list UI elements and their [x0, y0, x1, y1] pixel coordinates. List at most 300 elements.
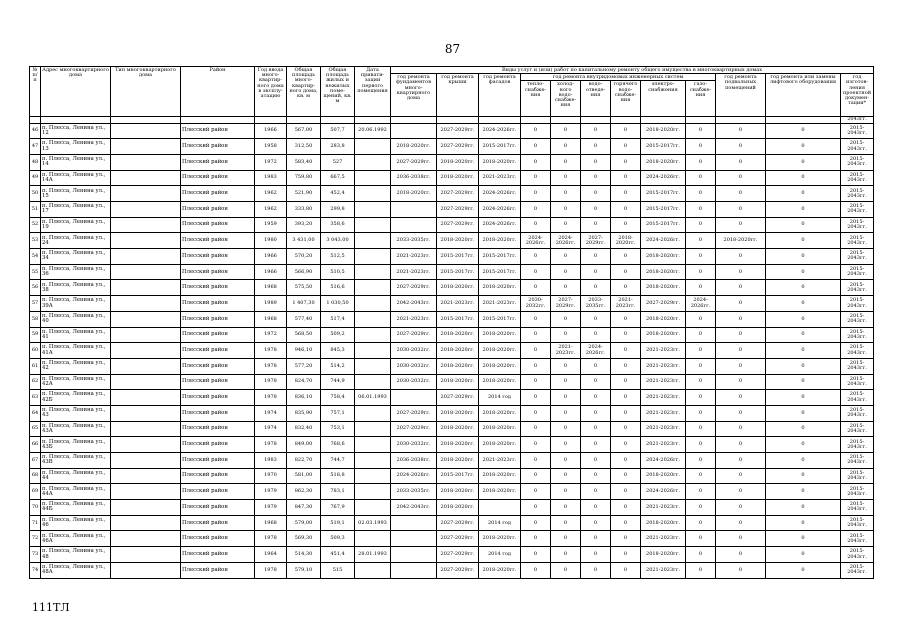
cell-living-area: 758,4 [321, 390, 355, 406]
cell-heat: 0 [521, 390, 551, 406]
header-engineering-group: год ремонта внутридомовых инженерных систем [521, 74, 716, 81]
cell-gas: 0 [686, 515, 716, 531]
cell-sewer: 2024-2026гг. [581, 343, 611, 359]
cell-heat: 0 [521, 437, 551, 453]
cell-electric: 2018-2020гг. [641, 547, 686, 563]
cell-house-type [111, 562, 181, 578]
cell-year: 1978 [255, 343, 287, 359]
cell-privatization-date: 02.03.1993 [355, 515, 391, 531]
cell-privatization-date [355, 531, 391, 547]
cell-total-area: 566,90 [287, 264, 321, 280]
cell-cold-water: 0 [551, 547, 581, 563]
cell-foundation: 2021-2023гг. [391, 264, 437, 280]
cell-roof: 2027-2029гг. [437, 202, 479, 218]
cell-row-num: 66 [30, 437, 41, 453]
cell-living-area: 509,2 [321, 327, 355, 343]
cell-row-num: 73 [30, 547, 41, 563]
table-row [30, 233, 874, 249]
cell-privatization-date [355, 264, 391, 280]
cell-elevator: 0 [766, 280, 841, 296]
cell-hot-water: 0 [611, 515, 641, 531]
cell-foundation: 2036-2038гг. [391, 453, 437, 469]
cell-basement: 0 [716, 562, 766, 578]
cell-cold-water: 0 [551, 484, 581, 500]
cell-privatization-date [355, 374, 391, 390]
cell-heat: 0 [521, 249, 551, 265]
cell-year: 1972 [255, 154, 287, 170]
cell-elevator: 0 [766, 358, 841, 374]
cell-row-num: 51 [30, 202, 41, 218]
cell-address: п. Плесса, Ленина ул., 44 [41, 468, 111, 484]
cell-district: Плесский район [181, 453, 255, 469]
cell-roof: 2027-2029гг. [437, 562, 479, 578]
cell-sewer: 0 [581, 374, 611, 390]
cell-electric: 2021-2023гг. [641, 390, 686, 406]
cell-elevator: 0 [766, 453, 841, 469]
cell-electric: 2024-2026гг. [641, 484, 686, 500]
header-project-doc: год изготов-ления проектной докумен-тации* [841, 74, 874, 117]
cell-address: п. Плесса, Ленина ул., 43В [41, 453, 111, 469]
cell-district: Плесский район [181, 249, 255, 265]
cell-privatization-date: 06.01.1993 [355, 390, 391, 406]
cell-heat: 0 [521, 500, 551, 516]
cell-project-doc: 2015-2043гг. [841, 280, 874, 296]
cell-hot-water: 0 [611, 468, 641, 484]
table-row [30, 358, 874, 374]
cell-elevator: 0 [766, 139, 841, 155]
cell-gas: 0 [686, 453, 716, 469]
cell-basement: 0 [716, 139, 766, 155]
cell-cold-water: 0 [551, 421, 581, 437]
cell-privatization-date [355, 311, 391, 327]
cell-basement: 0 [716, 154, 766, 170]
cell-hot-water: 0 [611, 405, 641, 421]
cell-sewer: 0 [581, 500, 611, 516]
cell-row-num: 58 [30, 311, 41, 327]
cell-elevator: 0 [766, 484, 841, 500]
cell-gas: 0 [686, 264, 716, 280]
cell-sewer: 0 [581, 139, 611, 155]
cell-foundation [391, 123, 437, 139]
cell-district: Плесский район [181, 170, 255, 186]
cell-electric: 2021-2023гг. [641, 531, 686, 547]
cell-elevator: 0 [766, 170, 841, 186]
cell-living-area: 757,1 [321, 405, 355, 421]
cell-year: 1978 [255, 437, 287, 453]
cell-address: п. Плесса, Ленина ул., 14 [41, 154, 111, 170]
cell-house-type [111, 484, 181, 500]
cell-electric: 2021-2023гг. [641, 405, 686, 421]
cell-foundation [391, 515, 437, 531]
cell-hot-water: 0 [611, 264, 641, 280]
cell-gas: 0 [686, 562, 716, 578]
cell-electric: 2015-2017гг. [641, 202, 686, 218]
cell-roof: 2027-2029гг. [437, 390, 479, 406]
cell-house-type [111, 311, 181, 327]
cell-gas: 0 [686, 186, 716, 202]
cell-basement: 0 [716, 280, 766, 296]
cell-row-num: 61 [30, 358, 41, 374]
cell-house-type [111, 468, 181, 484]
cell-heat: 0 [521, 374, 551, 390]
cell-project-doc: 2015-2043гг. [841, 154, 874, 170]
cell-house-type [111, 296, 181, 312]
cell-district: Плесский район [181, 311, 255, 327]
cell-sewer: 0 [581, 154, 611, 170]
cell-cold-water: 0 [551, 280, 581, 296]
cell-foundation: 2027-2029гг. [391, 154, 437, 170]
cell-roof: 2018-2020гг. [437, 374, 479, 390]
cell-address: п. Плесса, Ленина ул., 43Б [41, 437, 111, 453]
cell-heat: 2024-2026гг. [521, 233, 551, 249]
cell-cold-water: 2024-2026гг. [551, 233, 581, 249]
cell-cold-water: 0 [551, 437, 581, 453]
cell-district: Плесский район [181, 515, 255, 531]
cell-gas: 0 [686, 421, 716, 437]
cell-gas: 0 [686, 170, 716, 186]
cell-sewer: 0 [581, 468, 611, 484]
cell-project-doc: 2015-2043гг. [841, 374, 874, 390]
cell-roof: 2018-2020гг. [437, 327, 479, 343]
cell-electric: 2018-2020гг. [641, 468, 686, 484]
cell-privatization-date [355, 280, 391, 296]
cell-project-doc: 2015-2043гг. [841, 296, 874, 312]
cell-project-doc: 2015-2043гг. [841, 421, 874, 437]
cell-sewer: 0 [581, 515, 611, 531]
cell-basement: 0 [716, 327, 766, 343]
cell-heat: 0 [521, 562, 551, 578]
cell-cold-water: 0 [551, 515, 581, 531]
cell-project-doc: 2015-2043гг. [841, 500, 874, 516]
cell-row-num: 60 [30, 343, 41, 359]
cell-basement: 0 [716, 453, 766, 469]
cell-facade: 2021-2023гг. [479, 453, 521, 469]
cell-facade: 2024-2026гг. [479, 123, 521, 139]
header-electric: электро-снабжения [641, 81, 686, 117]
cell-house-type [111, 547, 181, 563]
cell-electric: 2021-2023гг. [641, 437, 686, 453]
cell-foundation: 2042-2043гг. [391, 296, 437, 312]
cell-total-area: 575,50 [287, 280, 321, 296]
cell-row-num: 57 [30, 296, 41, 312]
cell-electric: 2015-2017гг. [641, 186, 686, 202]
cell-house-type [111, 405, 181, 421]
cell-address: п. Плесса, Ленина ул., 42Б [41, 390, 111, 406]
cell-elevator: 0 [766, 421, 841, 437]
cell-address: п. Плесса, Ленина ул., 12 [41, 123, 111, 139]
cell-basement: 0 [716, 217, 766, 233]
cell-elevator: 0 [766, 249, 841, 265]
cell-cold-water: 0 [551, 562, 581, 578]
cell-project-doc: 2015-2043гг. [841, 311, 874, 327]
cell-privatization-date [355, 217, 391, 233]
cell-heat: 0 [521, 531, 551, 547]
cell-year: 1989 [255, 296, 287, 312]
cell-privatization-date [355, 484, 391, 500]
cell-district: Плесский район [181, 343, 255, 359]
cell-living-area: 667,5 [321, 170, 355, 186]
cell-roof: 2018-2020гг. [437, 500, 479, 516]
cell-facade: 2024-2026гг. [479, 186, 521, 202]
header-total-area: Общая площадь много-квартир-ного дома, кв. м [287, 67, 321, 117]
cell-heat: 0 [521, 547, 551, 563]
cell-total-area: 583,40 [287, 154, 321, 170]
cell-hot-water: 0 [611, 390, 641, 406]
cell-privatization-date: 20.06.1992 [355, 123, 391, 139]
cell-district: Плесский район [181, 264, 255, 280]
cell-roof: 2027-2029гг. [437, 123, 479, 139]
cell-project-doc: 2015-2043гг. [841, 390, 874, 406]
cell-total-area: 514,30 [287, 547, 321, 563]
cell-year: 1958 [255, 139, 287, 155]
table-row [30, 154, 874, 170]
cell-total-area: 1 407,30 [287, 296, 321, 312]
cell-year: 1979 [255, 500, 287, 516]
table-row [30, 296, 874, 312]
cell-heat: 2030-2032гг. [521, 296, 551, 312]
cell-cold-water: 0 [551, 327, 581, 343]
cell-district: Плесский район [181, 186, 255, 202]
cell-year: 1979 [255, 484, 287, 500]
cell-roof: 2027-2029гг. [437, 139, 479, 155]
cell-facade: 2021-2023гг. [479, 170, 521, 186]
cell-project-doc: 2015-2043гг. [841, 437, 874, 453]
cell-facade: 2015-2017гг. [479, 264, 521, 280]
cell-sewer: 0 [581, 123, 611, 139]
cell-roof: 2018-2020гг. [437, 421, 479, 437]
cell-district: Плесский район [181, 468, 255, 484]
cell-hot-water: 0 [611, 437, 641, 453]
cell-cold-water: 0 [551, 186, 581, 202]
header-elevator: год ремонта или замены лифтового оборудования [766, 74, 841, 117]
cell-hot-water: 0 [611, 327, 641, 343]
header-num: № п/п [30, 67, 41, 117]
cell-cold-water: 0 [551, 154, 581, 170]
cell-project-doc: 2015-2043гг. [841, 327, 874, 343]
cell-house-type [111, 186, 181, 202]
cell-cold-water: 0 [551, 500, 581, 516]
cell-project-doc: 2015-2043гг. [841, 217, 874, 233]
cell-address: п. Плесса, Ленина ул., 40 [41, 311, 111, 327]
cell-electric: 2018-2020гг. [641, 264, 686, 280]
cell-facade: 2018-2020гг. [479, 233, 521, 249]
cell-roof: 2018-2020гг. [437, 437, 479, 453]
cell-electric: 2021-2023гг. [641, 358, 686, 374]
cell-facade: 2018-2020гг. [479, 327, 521, 343]
cell-sewer: 0 [581, 170, 611, 186]
table-row [30, 217, 874, 233]
cell-basement: 0 [716, 515, 766, 531]
cell-elevator: 0 [766, 562, 841, 578]
cell-living-area: 3 043,00 [321, 233, 355, 249]
cell-year: 1968 [255, 280, 287, 296]
cell-elevator: 0 [766, 437, 841, 453]
footer-code: 111ТЛ [32, 601, 70, 614]
cell-privatization-date [355, 154, 391, 170]
cell-sewer: 0 [581, 421, 611, 437]
cell-total-area: 946,10 [287, 343, 321, 359]
cell-district: Плесский район [181, 547, 255, 563]
cell-electric: 2024-2026гг. [641, 453, 686, 469]
cell-roof: 2018-2020гг. [437, 280, 479, 296]
cell-hot-water: 0 [611, 202, 641, 218]
cell-district: Плесский район [181, 484, 255, 500]
cell-address: п. Плесса, Ленина ул., 46 [41, 515, 111, 531]
cell-cold-water: 0 [551, 531, 581, 547]
cell-total-area: 393,20 [287, 217, 321, 233]
cell-hot-water: 2021-2023гг. [611, 296, 641, 312]
cell-basement: 0 [716, 264, 766, 280]
cell-living-area: 451,4 [321, 547, 355, 563]
cell-elevator: 0 [766, 547, 841, 563]
cell-gas: 0 [686, 531, 716, 547]
cell-gas: 0 [686, 311, 716, 327]
cell-electric: 2018-2020гг. [641, 249, 686, 265]
cell-electric: 2018-2020гг. [641, 515, 686, 531]
cell-heat: 0 [521, 358, 551, 374]
cell-row-num: 50 [30, 186, 41, 202]
cell-basement: 0 [716, 390, 766, 406]
cell-hot-water: 2018-2020гг. [611, 233, 641, 249]
cell-year: 1978 [255, 562, 287, 578]
cell-electric: 2018-2020гг. [641, 327, 686, 343]
cell-facade: 2018-2020гг. [479, 484, 521, 500]
header-foundation: год ремонта фундаментов много-квартирного дома [391, 74, 437, 117]
cell-elevator: 0 [766, 123, 841, 139]
cell-facade: 2018-2020гг. [479, 374, 521, 390]
cell-row-num: 74 [30, 562, 41, 578]
table-row [30, 562, 874, 578]
cell-basement: 0 [716, 202, 766, 218]
header-works-group: Виды услуг и (или) работ по капитальному ремонту общего имущества в многоквартирных домах [391, 67, 874, 74]
table-row [30, 186, 874, 202]
cell-year: 1978 [255, 531, 287, 547]
cell-gas: 0 [686, 233, 716, 249]
cell-row-num: 55 [30, 264, 41, 280]
cell-privatization-date [355, 562, 391, 578]
cell-electric: 2021-2023гг. [641, 500, 686, 516]
cell-facade: 2015-2017гг. [479, 139, 521, 155]
cell-hot-water: 0 [611, 484, 641, 500]
cell-project-doc: 2015-2043гг. [841, 264, 874, 280]
cell-sewer: 2033-2035гг. [581, 296, 611, 312]
cell-district: Плесский район [181, 154, 255, 170]
cell-foundation: 2033-2035гг. [391, 484, 437, 500]
cell-project-doc: 2015-2043гг. [841, 139, 874, 155]
cell-sewer: 0 [581, 547, 611, 563]
cell-elevator: 0 [766, 343, 841, 359]
cell-year: 1974 [255, 421, 287, 437]
cell-basement: 0 [716, 296, 766, 312]
cell-cold-water: 0 [551, 374, 581, 390]
cell-living-area: 753,1 [321, 421, 355, 437]
cell-privatization-date [355, 327, 391, 343]
table-row [30, 123, 874, 139]
table-row [30, 139, 874, 155]
cell-row-num: 63 [30, 390, 41, 406]
cell-hot-water: 0 [611, 139, 641, 155]
cell-project-doc: 2015-2043гг. [841, 515, 874, 531]
cell-living-area: 744,9 [321, 374, 355, 390]
table-row [30, 468, 874, 484]
cell-address: п. Плесса, Ленина ул., 15 [41, 186, 111, 202]
cell-foundation [391, 562, 437, 578]
cell-cold-water: 0 [551, 311, 581, 327]
cell-sewer: 0 [581, 437, 611, 453]
cell-basement: 0 [716, 186, 766, 202]
cell-facade: 2018-2020гг. [479, 437, 521, 453]
table-row [30, 500, 874, 516]
cell-total-area: 847,30 [287, 500, 321, 516]
cell-address: п. Плесса, Ленина ул., 44А [41, 484, 111, 500]
cell-address: п. Плесса, Ленина ул., 42А [41, 374, 111, 390]
cell-electric: 2021-2023гг. [641, 421, 686, 437]
cell-gas: 0 [686, 390, 716, 406]
cell-project-doc: 2015-2043гг. [841, 468, 874, 484]
cell-facade: 2015-2017гг. [479, 311, 521, 327]
table-row [30, 390, 874, 406]
cell-gas: 0 [686, 437, 716, 453]
cell-heat: 0 [521, 484, 551, 500]
cell-foundation: 2030-2032гг. [391, 437, 437, 453]
cell-roof: 2018-2020гг. [437, 154, 479, 170]
cell-hot-water: 0 [611, 249, 641, 265]
cell-heat: 0 [521, 311, 551, 327]
cell-facade [479, 500, 521, 516]
cell-total-area: 3 431,00 [287, 233, 321, 249]
header-type: Тип многоквартирного дома [111, 67, 181, 117]
cell-electric: 2018-2020гг. [641, 311, 686, 327]
cell-year: 1974 [255, 405, 287, 421]
cell-year: 1959 [255, 217, 287, 233]
cell-roof: 2018-2020гг. [437, 453, 479, 469]
cell-foundation: 2030-2032гг. [391, 343, 437, 359]
cell-hot-water: 0 [611, 358, 641, 374]
cell-row-num: 67 [30, 453, 41, 469]
cell-gas: 0 [686, 405, 716, 421]
cell-gas: 0 [686, 280, 716, 296]
cell-hot-water: 0 [611, 500, 641, 516]
cell-electric: 2018-2020гг. [641, 154, 686, 170]
cell-gas: 0 [686, 327, 716, 343]
cell-foundation: 2027-2029гг. [391, 280, 437, 296]
cell-basement: 0 [716, 343, 766, 359]
cell-gas: 0 [686, 249, 716, 265]
cell-foundation: 2021-2023гг. [391, 311, 437, 327]
cell-row-num: 48 [30, 154, 41, 170]
cell-sewer: 0 [581, 531, 611, 547]
cell-year: 1983 [255, 453, 287, 469]
cell-address: п. Плесса, Ленина ул., 41 [41, 327, 111, 343]
cell-total-area: 312,50 [287, 139, 321, 155]
cell-privatization-date [355, 249, 391, 265]
cell-hot-water: 0 [611, 280, 641, 296]
header-cold-water: холод-ного водо-снабже-ния [551, 81, 581, 117]
cell-basement: 0 [716, 421, 766, 437]
cell-cold-water: 0 [551, 139, 581, 155]
cell-address: п. Плесса, Ленина ул., 48 [41, 547, 111, 563]
cell-facade: 2018-2020гг. [479, 280, 521, 296]
cell-elevator: 0 [766, 515, 841, 531]
cell-cold-water: 0 [551, 170, 581, 186]
cell-cold-water: 0 [551, 390, 581, 406]
cell-hot-water: 0 [611, 217, 641, 233]
cell-foundation: 2027-2029гг. [391, 421, 437, 437]
table-row [30, 531, 874, 547]
cell-house-type [111, 437, 181, 453]
cell-row-num: 49 [30, 170, 41, 186]
cell-project-doc: 2015-2043гг. [841, 343, 874, 359]
